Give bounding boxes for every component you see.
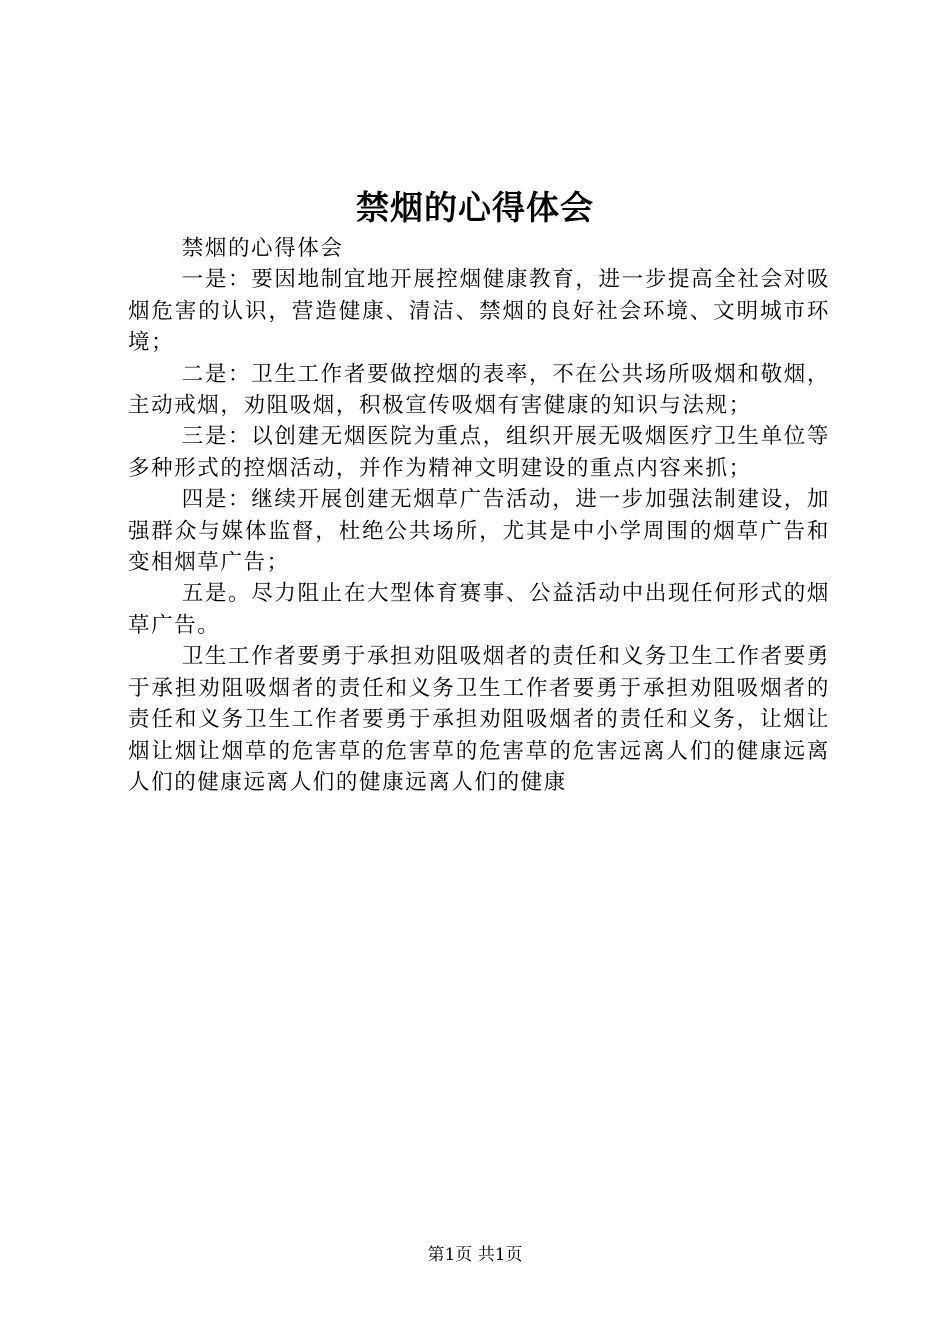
paragraph-point-1: 一是：要因地制宜地开展控烟健康教育，进一步提高全社会对吸烟危害的认识，营造健康、清洁、禁烟的良好社会环境、文明城市环境；: [128, 267, 830, 356]
document-title: 禁烟的心得体会: [356, 188, 594, 227]
document-body: [128, 233, 830, 798]
paragraph-point-2: 二是：卫生工作者要做控烟的表率，不在公共场所吸烟和敬烟，主动戒烟，劝阻吸烟，积极宣传吸烟有害健康的知识与法规；: [128, 361, 830, 419]
paragraph-closing: 卫生工作者要勇于承担劝阻吸烟者的责任和义务卫生工作者要勇于承担劝阻吸烟者的责任和义务卫生工作者要勇于承担劝阻吸烟者的责任和义务卫生工作者要勇于承担劝阻吸烟者的责任和义务，让烟让烟让烟让烟草的危害草的危害草的危害草的危害远离人们的健康远离人们的健康远离人们的健康远离人们的健康: [128, 644, 830, 795]
paragraph-point-4: 四是：继续开展创建无烟草广告活动，进一步加强法制建设，加强群众与媒体监督，杜绝公共场所，尤其是中小学周围的烟草广告和变相烟草广告；: [128, 487, 830, 576]
paragraph-subtitle: 禁烟的心得体会: [181, 236, 344, 261]
page-number-footer: 第1页 共1页: [427, 1245, 523, 1265]
paragraph-point-5: 五是。尽力阻止在大型体育赛事、公益活动中出现任何形式的烟草广告。: [128, 581, 830, 638]
paragraph-point-3: 三是：以创建无烟医院为重点，组织开展无吸烟医疗卫生单位等多种形式的控烟活动，并作为精神文明建设的重点内容来抓；: [128, 424, 830, 481]
